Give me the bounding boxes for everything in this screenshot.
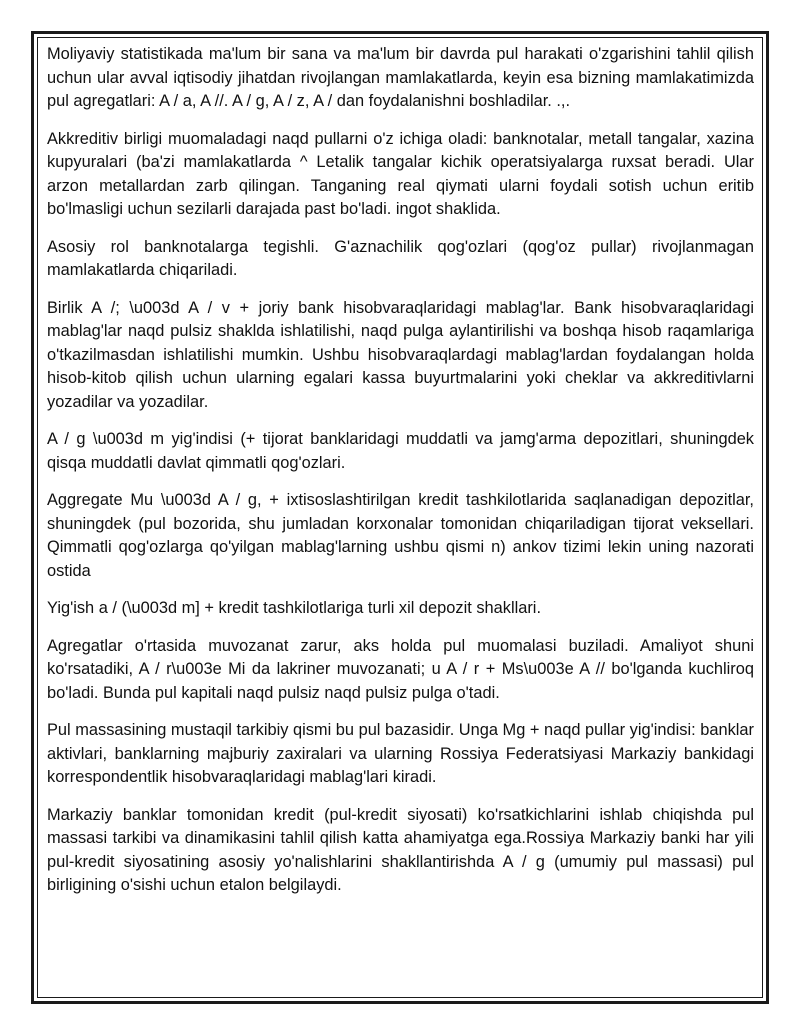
paragraph-10: Markaziy banklar tomonidan kredit (pul-kredit siyosati) ko'rsatkichlarini ishlab chiqishda pul massasi tarkibi va dinamikasini tahlil qilish katta ahamiyatga ega.Rossiya Markaziy banki har yili pul-kredit siyosatining asosiy yo'nalishlarini shakllantirishda A / g (umumiy pul massasi) pul birligining o'sishi uchun etalon belgilaydi.	[47, 805, 754, 894]
paragraph-5: A / g \u003d m yig'indisi (+ tijorat banklaridagi muddatli va jamg'arma depozitlari, shuningdek qisqa muddatli davlat qimmatli qog'ozlari.	[47, 430, 754, 472]
paragraph-3: Asosiy rol banknotalarga tegishli. G'aznachilik qog'ozlari (qog'oz pullar) rivojlanmagan mamlakatlarda chiqariladi.	[47, 237, 754, 279]
paragraph-4: Birlik A /; \u003d A / v + joriy bank hisobvaraqlaridagi mablag'lar. Bank hisobvaraqlaridagi mablag'lar naqd pulsiz shaklda ishlatilishi, naqd pulga aylantirilishi va boshqa hisob raqamlariga o'tkazilmasdan ishlatilishi mumkin. Ushbu hisobvaraqlardagi mablag'lardan foydalangan holda hisob-kitob qilish uchun ularning egalari kassa buyurtmalarini yoki cheklar va akkreditivlarni yozadilar va yozadilar.	[47, 298, 754, 411]
paragraph-1: Moliyaviy statistikada ma'lum bir sana va ma'lum bir davrda pul harakati o'zgarishini tahlil qilish uchun ular avval iqtisodiy jihatdan rivojlangan mamlakatlarda, keyin esa bizning mamlakatimizda pul agregatlari: A / a, A //. A / g, A / z, A / dan foydalanishni boshladilar. .,.	[47, 45, 754, 110]
paragraph-7: Yig'ish a / (\u003d m] + kredit tashkilotlariga turli xil depozit shakllari.	[47, 599, 542, 617]
document-body	[47, 43, 754, 898]
paragraph-9: Pul massasining mustaqil tarkibiy qismi bu pul bazasidir. Unga Mg + naqd pullar yig'indisi: banklar aktivlari, banklarning majburiy zaxiralari va ularning Rossiya Federatsiyasi Markaziy bankidagi korrespondentlik hisobvaraqlaridagi mablag'lari kiradi.	[47, 721, 754, 786]
paragraph-6: Aggregate Mu \u003d A / g, + ixtisoslashtirilgan kredit tashkilotlarida saqlanadigan depozitlar, shuningdek (pul bozorida, shu jumladan korxonalar tomonidan chiqariladigan tijorat veksellari. Qimmatli qog'ozlarga qo'yilgan mablag'larning ushbu qismi n) ankov tizimi lekin uning nazorati ostida	[47, 491, 754, 580]
paragraph-8: Agregatlar o'rtasida muvozanat zarur, aks holda pul muomalasi buziladi. Amaliyot shuni ko'rsatadiki, A / r\u003e Mi da lakriner muvozanati; u A / r + Ms\u003e A // bo'lganda kuchliroq bo'ladi. Bunda pul kapitali naqd pulsiz naqd pulsiz pulga o'tadi.	[47, 636, 754, 702]
paragraph-2: Akkreditiv birligi muomaladagi naqd pullarni o'z ichiga oladi: banknotalar, metall tangalar, xazina kupyuralari (ba'zi mamlakatlarda ^ Letalik tangalar kichik operatsiyalarga ruxsat beradi. Ular arzon metallardan zarb qilingan. Tanganing real qiymati ularni foydali sotish uchun eritib bo'lmasligi uchun sezilarli darajada past bo'ladi. ingot shaklida.	[47, 129, 754, 218]
